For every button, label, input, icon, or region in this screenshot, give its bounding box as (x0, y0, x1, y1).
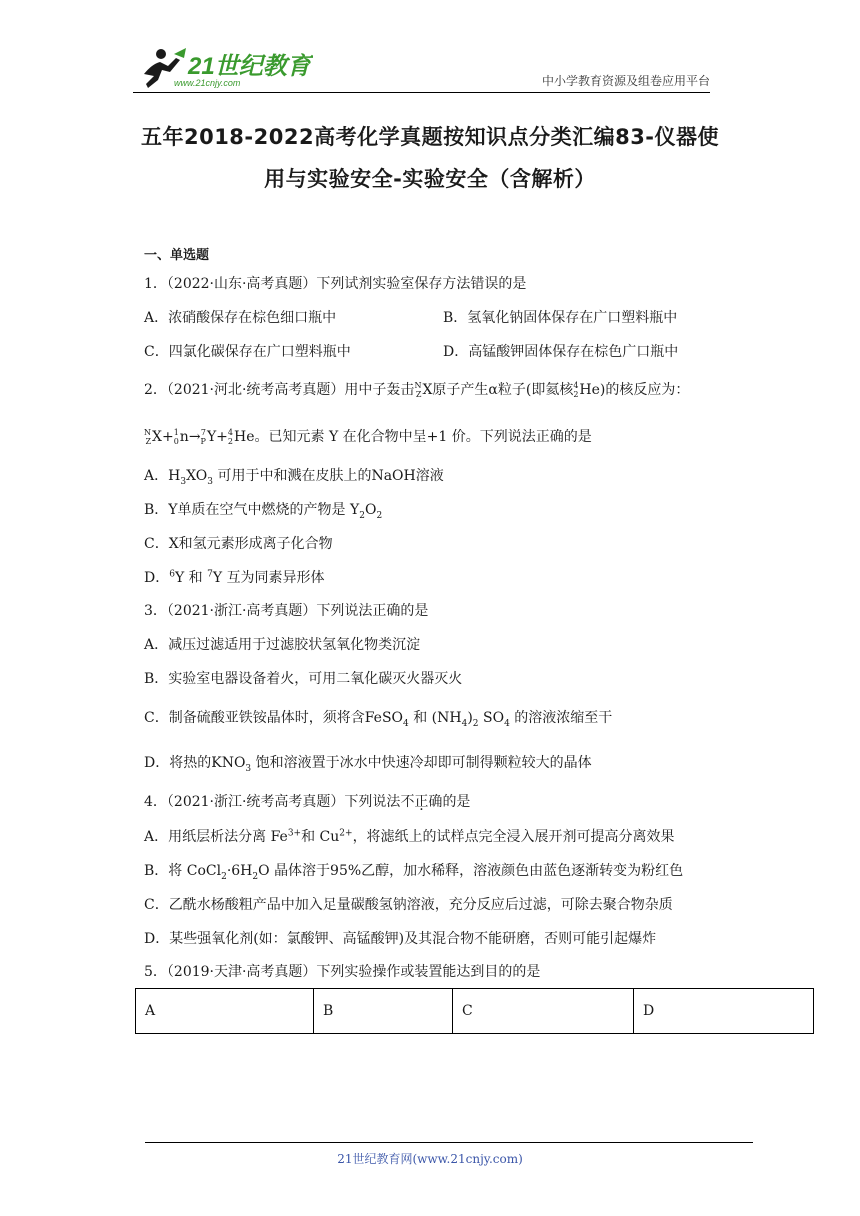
q4-option-a: A．用纸层析法分离 $Fe^{3+}$和 $Cu^{2+}$，将滤纸上的试样点完全浸入展开剂可提高分离效果 (144, 828, 675, 845)
q5-stem: 5．（2019·天津·高考真题）下列实验操作或装置能达到目的的是 (144, 964, 541, 980)
q2-option-a: A．$H_3XO_3$ 可用于中和溅在皮肤上的NaOH溶液 (144, 468, 444, 487)
table-cell: A (136, 989, 314, 1034)
q1-option-d: D．高锰酸钾固体保存在棕色广口瓶中 (443, 344, 679, 360)
q1-option-a: A．浓硝酸保存在棕色细口瓶中 (144, 310, 337, 326)
q3-option-c: C．制备硫酸亚铁铵晶体时，须将含FeSO$_4$ 和 $(NH_4)_2$ $SO_4$ 的溶液浓缩至干 (144, 710, 613, 729)
q2-option-d: D．$^6$Y 和 $^7$Y 互为同素异形体 (144, 569, 325, 586)
q3-stem: 3．（2021·浙江·高考真题）下列说法正确的是 (144, 603, 429, 619)
page-title-line1: 五年2018-2022高考化学真题按知识点分类汇编83-仪器使 (140, 125, 720, 149)
q3-option-b: B．实验室电器设备着火，可用二氧化碳灭火器灭火 (144, 671, 463, 687)
q2-option-c: C．X和氢元素形成离子化合物 (144, 536, 333, 552)
q3-option-a: A．减压过滤适用于过滤胶状氢氧化物类沉淀 (144, 637, 421, 653)
q2-option-b: B．Y单质在空气中燃烧的产物是 $Y_2O_2$ (144, 502, 383, 521)
q1-option-b: B．氢氧化钠固体保存在广口塑料瓶中 (443, 310, 678, 326)
q4-option-d: D．某些强氧化剂(如：氯酸钾、高锰酸钾)及其混合物不能研磨，否则可能引起爆炸 (144, 931, 657, 947)
logo-text: 21世纪教育 (188, 53, 311, 80)
footer-link[interactable]: 21世纪教育网(www.21cnjy.com) (337, 1152, 523, 1166)
q2-stem: 2．（2021·河北·统考高考真题）用中子轰击 N Z X原子产生α粒子(即氦核 4 2 He)的核反应为： (144, 381, 690, 399)
q2-equation: N Z X+ 1 0 n→ 7 P Y+ 4 2 He。已知元素 Y 在化合物中呈+1 价。下列说法正确的是 (144, 428, 592, 446)
footer-rule (145, 1142, 753, 1143)
table-row (136, 989, 814, 1034)
table-cell: B (314, 989, 453, 1034)
q1-stem: 1．（2022·山东·高考真题）下列试剂实验室保存方法错误的是 (144, 276, 527, 292)
page-title-line2: 用与实验安全-实验安全（含解析） (264, 167, 596, 191)
table-cell: D (634, 989, 814, 1034)
q1-option-c: C．四氯化碳保存在广口塑料瓶中 (144, 344, 351, 360)
q3-option-d: D．将热的$KNO_3$ 饱和溶液置于冰水中快速冷却即可制得颗粒较大的晶体 (144, 755, 592, 774)
q5-options-table (135, 988, 814, 1034)
logo-url: www.21cnjy.com (174, 78, 241, 88)
header-rule (133, 92, 710, 93)
q4-option-b: B．将 $CoCl_2\cdot 6H_2O$ 晶体溶于95%乙醇，加水稀释，溶液颜色由蓝色逐渐转变为粉红色 (144, 863, 684, 882)
platform-label: 中小学教育资源及组卷应用平台 (541, 74, 710, 88)
table-cell: C (453, 989, 634, 1034)
q4-stem: 4．（2021·浙江·统考高考真题）下列说法不正确的是 (144, 794, 471, 810)
q4-option-c: C．乙酰水杨酸粗产品中加入足量碳酸氢钠溶液，充分反应后过滤，可除去聚合物杂质 (144, 897, 673, 913)
section-heading: 一、单选题 (144, 248, 210, 263)
site-logo (138, 44, 313, 92)
